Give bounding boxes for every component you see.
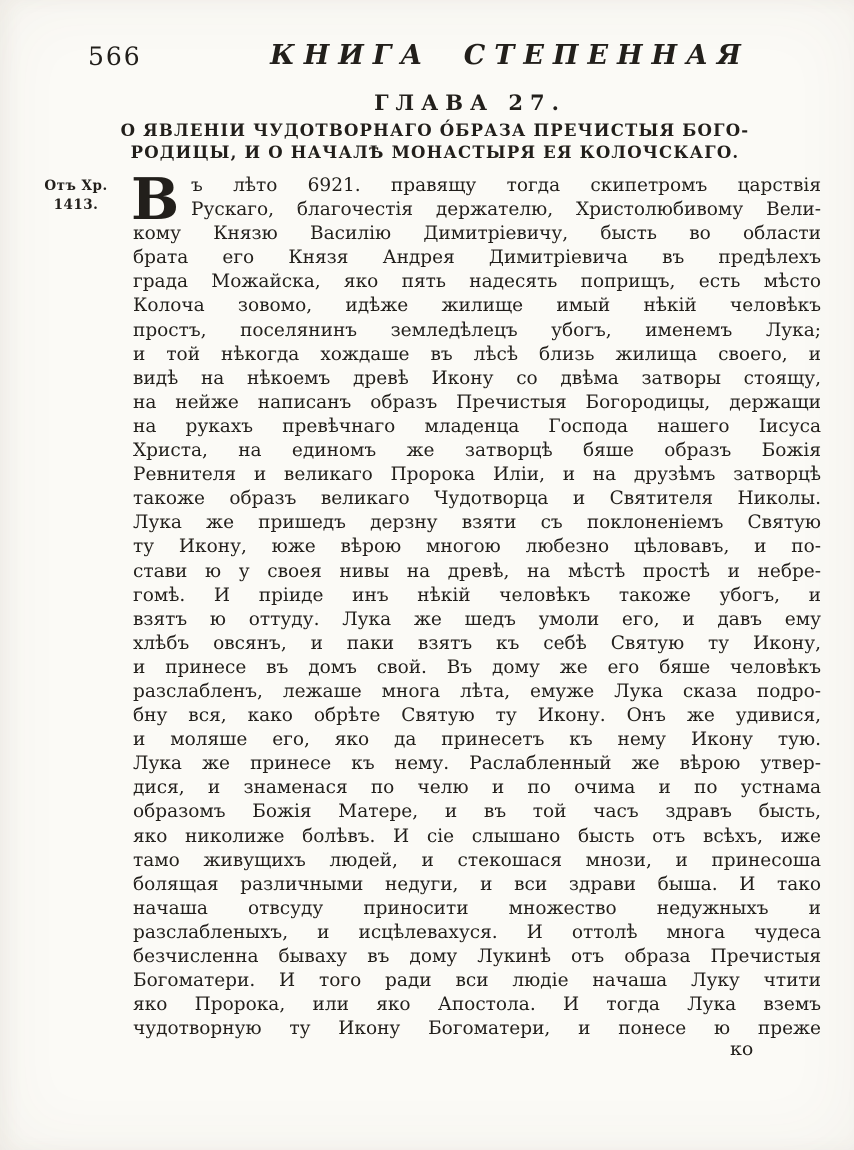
text-line: ту Икону, юже вѣрою многою любезно цѣловавъ, и по-	[133, 536, 821, 558]
text-line: яко Пророка, или яко Апостола. И тогда Лука вземъ	[133, 994, 821, 1016]
text-line: видѣ на нѣкоемъ древѣ Икону со двѣма затворы стоящу,	[133, 367, 821, 389]
chapter-title	[40, 120, 830, 164]
catchword: ко	[730, 1038, 754, 1060]
text-line: на рукахъ превѣчнаго младенца Господа нашего Іисуса	[133, 415, 821, 437]
text-line: брата его Князя Андрея Димитріевича въ предѣлехъ	[133, 247, 821, 269]
text-line: на нейже написанъ образъ Пречистыя Богородицы, держащи	[133, 391, 821, 413]
text-line: ъ лѣто 6921. правящу тогда скипетромъ царствія	[191, 175, 821, 196]
text-line: Рускаго, благочестія держателю, Христолюбивому Вели-	[191, 199, 821, 221]
text-line: дися, и знаменася по челю и по очима и по устнама	[133, 777, 821, 799]
drop-cap-initial: В	[131, 166, 180, 233]
text-line: болящая различными недуги, и вси здрави быша. И тако	[133, 873, 821, 895]
chapter-heading: ГЛАВА 27.	[374, 90, 566, 115]
text-line: хлѣбъ овсянъ, и паки взятъ къ себѣ Святую ту Икону,	[133, 632, 821, 654]
text-line: образомъ Божія Матере, и въ той часъ здравъ бысть,	[133, 801, 821, 823]
text-line: простъ, поселянинъ земледѣлецъ убогъ, именемъ Лука;	[133, 319, 821, 341]
text-line: взятъ ю оттуду. Лука же шедъ умоли его, и давъ ему	[133, 608, 821, 630]
text-line: Ревнителя и великаго Пророка Иліи, и на друзѣмъ затворцѣ	[133, 464, 821, 486]
text-line: Колоча зовомо, идѣже жилище имый нѣкій человѣкъ	[133, 295, 821, 317]
chapter-title-line2: РОДИЦЫ, И О НАЧАЛѢ МОНАСТЫРЯ ЕЯ КОЛОЧСКАГО.	[130, 143, 740, 162]
margin-note-year	[24, 177, 128, 215]
text-line: чудотворную ту Икону Богоматери, и понесе ю преже	[133, 1018, 821, 1040]
text-line: разслабленъ, лежаше многа лѣта, емуже Лука сказа подро-	[133, 680, 821, 702]
text-line: начаша отвсуду приносити множество недужныхъ и	[133, 897, 821, 919]
text-line: Лука же принесе къ нему. Раслабленный же вѣрою утвер-	[133, 753, 821, 775]
text-line: и той нѣкогда хождаше въ лѣсѣ близь жилища своего, и	[133, 343, 821, 365]
text-line: Христа, на единомъ же затворцѣ бяше образъ Божія	[133, 440, 821, 462]
text-line: Лука же пришедъ дерзну взяти съ поклоненіемъ Святую	[133, 512, 821, 534]
text-line: и моляше его, яко да принесетъ къ нему Икону тую.	[133, 729, 821, 751]
text-line: Богоматери. И того ради вси людіе начаша Луку чтити	[133, 970, 821, 992]
text-line: и принесе въ домъ свой. Въ дому же его бяше человѣкъ	[133, 656, 821, 678]
body-text	[131, 166, 821, 1041]
text-line: безчисленна бываху въ дому Лукинѣ отъ образа Пречистыя	[133, 946, 821, 967]
text-line: кому Князю Василію Димитріевичу, бысть во области	[133, 223, 821, 245]
text-line: такоже образъ великаго Чудотворца и Святителя Николы.	[133, 488, 821, 510]
text-line: тамо живущихъ людей, и стекошася мнози, и принесоша	[133, 849, 821, 871]
margin-note-era: Отъ Хр.	[44, 178, 108, 194]
text-line: града Можайска, яко пять надесять поприщъ, есть мѣсто	[133, 271, 821, 293]
text-line: бну вся, како обрѣте Святую ту Икону. Онъ же удивися,	[133, 705, 821, 727]
chapter-title-line1: О ЯВЛЕНІИ ЧУДОТВОРНАГО О́БРАЗА ПРЕЧИСТЫЯ БОГО-	[120, 121, 750, 140]
margin-note-date: 1413.	[53, 197, 99, 213]
running-head: КНИГА СТЕПЕННАЯ	[270, 40, 750, 71]
text-line: разслабленыхъ, и исцѣлевахуся. И оттолѣ многа чудеса	[133, 921, 821, 943]
text-line: яко николиже болѣвъ. И сіе слышано бысть отъ всѣхъ, иже	[133, 825, 821, 847]
text-line: гомѣ. И пріиде инъ нѣкій человѣкъ такоже убогъ, и	[133, 584, 821, 606]
page-number: 566	[88, 42, 142, 71]
text-line: стави ю у своея нивы на древѣ, на мѣстѣ простѣ и небре-	[133, 560, 821, 582]
